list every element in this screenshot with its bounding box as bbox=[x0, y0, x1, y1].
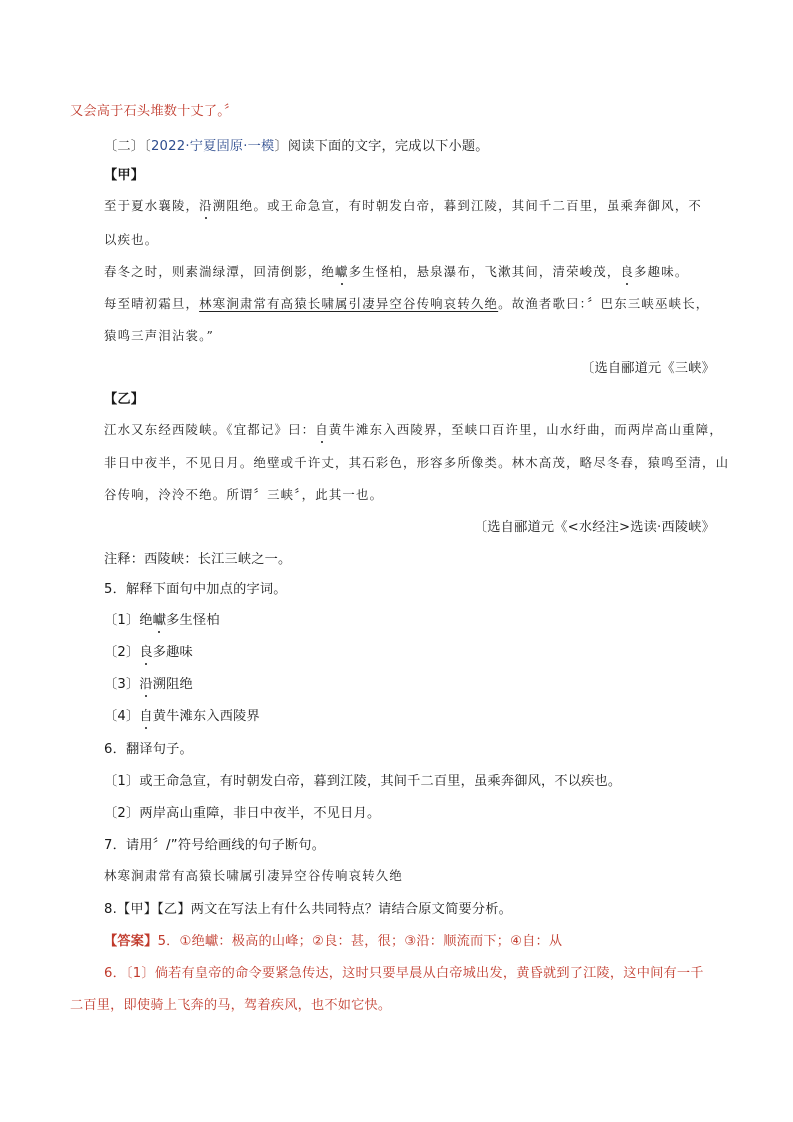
yi-paragraph-line-1: 江水又东经西陵峡。《宜都记》曰：自黄牛滩东入西陵界，至峡口百许里，山水纡曲，而两岸高山重障， bbox=[104, 422, 723, 437]
question-5-item-2: 〔2〕良多趣味 bbox=[104, 641, 193, 660]
yi-source: 〔选自郦道元《<水经注>选读·西陵峡》 bbox=[473, 520, 715, 535]
jia-paragraph-1-line-2: 以疾也。 bbox=[104, 232, 159, 247]
dotted-char-yan: 沿 bbox=[199, 198, 213, 213]
question-7-sentence: 林寒涧肃常有高猿长啸属引凄异空谷传响哀转久绝 bbox=[104, 868, 403, 883]
yi-paragraph-line-2: 非日中夜半，不见日月。绝壁或千许丈，其石彩色，形容多所像类。林木高茂，略尽冬春，猿鸣至清，山 bbox=[104, 455, 730, 470]
jia-paragraph-3-line-2: 猿鸣三声泪沾裳。” bbox=[104, 328, 215, 343]
question-7: 7．请用〞/”符号给画线的句子断句。 bbox=[104, 838, 326, 853]
answer-6-line-2: 二百里，即使骑上飞奔的马，驾着疾风，也不如它快。 bbox=[70, 998, 392, 1013]
dotted-char-zi: 自 bbox=[315, 422, 329, 437]
underlined-sentence: 林寒涧肃常有高猿长啸属引凄异空谷传响哀转久绝 bbox=[199, 296, 499, 311]
annotation-note: 注释：西陵峡：长江三峡之一。 bbox=[104, 552, 292, 567]
question-6: 6．翻译句子。 bbox=[104, 742, 193, 757]
question-5-item-1: 〔1〕绝巘多生怪柏 bbox=[104, 609, 220, 628]
section-2-heading: 〔二〕〔2022·宁夏固原·一模〕阅读下面的文字，完成以下小题。 bbox=[104, 139, 489, 154]
question-8: 8.【甲】【乙】两文在写法上有什么共同特点？请结合原文简要分析。 bbox=[104, 902, 513, 917]
question-5-item-4: 〔4〕自黄牛滩东入西陵界 bbox=[104, 705, 260, 724]
question-6-item-2: 〔2〕两岸高山重障，非日中夜半，不见日月。 bbox=[104, 806, 381, 821]
question-6-item-1: 〔1〕或王命急宣，有时朝发白帝，暮到江陵，其间千二百里，虽乘奔御风，不以疾也。 bbox=[104, 774, 622, 789]
previous-answer-tail: 又会高于石头堆数十丈了。〞 bbox=[70, 104, 238, 119]
answer-6-line-1: 6．〔1〕倘若有皇帝的命令要紧急传达，这时只要早晨从白帝城出发，黄昏就到了江陵，这中间有一千 bbox=[104, 966, 704, 981]
question-5: 5．解释下面句中加点的字词。 bbox=[104, 582, 287, 597]
answer-label: 【答案】 bbox=[104, 934, 158, 949]
answer-5: 【答案】5．①绝巘：极高的山峰；②良：甚，很；③沿：顺流而下；④自：从 bbox=[104, 934, 563, 949]
jia-label: 【甲】 bbox=[104, 168, 145, 183]
jia-source: 〔选自郦道元《三峡》 bbox=[581, 361, 715, 376]
jia-paragraph-2: 春冬之时，则素湍绿潭，回清倒影，绝巘多生怪柏，悬泉瀑布，飞漱其间，清荣峻茂，良多趣味。 bbox=[104, 264, 689, 279]
yi-paragraph-line-3: 谷传响，泠泠不绝。所谓〞三峡〞，此其一也。 bbox=[104, 487, 384, 502]
dotted-char-liang: 良 bbox=[620, 264, 635, 279]
question-5-item-3: 〔3〕沿溯阻绝 bbox=[104, 673, 193, 692]
exam-source: 2022·宁夏固原·一模 bbox=[150, 139, 275, 154]
yi-label: 【乙】 bbox=[104, 392, 145, 407]
dotted-char-yan-peak: 巘 bbox=[335, 264, 349, 279]
jia-paragraph-1-line-1: 至于夏水襄陵，沿溯阻绝。或王命急宣，有时朝发白帝，暮到江陵，其间千二百里，虽乘奔御风，不 bbox=[104, 198, 702, 213]
jia-paragraph-3-line-1: 每至晴初霜旦，林寒涧肃常有高猿长啸属引凄异空谷传响哀转久绝。故渔者歌曰：〞巴东三峡巫峡长， bbox=[104, 296, 710, 311]
